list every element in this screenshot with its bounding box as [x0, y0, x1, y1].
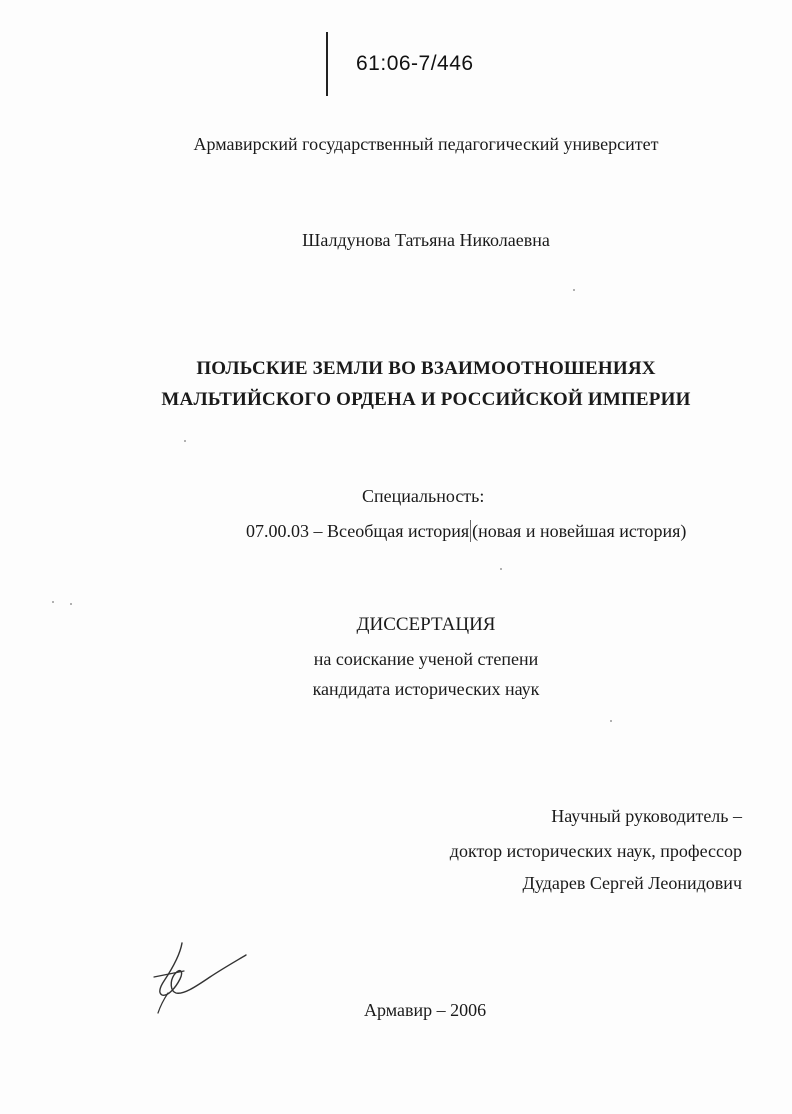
- university-name: Армавирский государственный педагогический университет: [193, 134, 659, 154]
- scan-speck: [573, 289, 575, 291]
- scan-mark: [470, 520, 471, 542]
- advisor-name: Дударев Сергей Леонидович: [522, 873, 742, 893]
- specialty-value: [246, 520, 686, 542]
- scan-speck: [500, 568, 502, 570]
- author-name: Шалдунова Татьяна Николаевна: [302, 230, 550, 250]
- specialty-code-name: 07.00.03 – Всеобщая история: [246, 521, 470, 541]
- scan-speck: [184, 440, 186, 442]
- specialty-subfield: (новая и новейшая история): [472, 521, 687, 541]
- thesis-title-line-1: ПОЛЬСКИЕ ЗЕМЛИ ВО ВЗАИМООТНОШЕНИЯХ: [196, 358, 656, 379]
- scan-speck: [610, 720, 612, 722]
- catalog-code: 61:06-7/446: [356, 52, 474, 75]
- scan-speck: [70, 603, 72, 605]
- thesis-title-line-2: МАЛЬТИЙСКОГО ОРДЕНА И РОССИЙСКОЙ ИМПЕРИИ: [161, 389, 691, 410]
- margin-rule-line: [326, 32, 328, 96]
- degree-line-2: кандидата исторических наук: [312, 679, 540, 699]
- advisor-credentials: доктор исторических наук, профессор: [449, 841, 742, 861]
- degree-line-1: на соискание ученой степени: [313, 649, 539, 669]
- city-and-year: Армавир – 2006: [364, 1000, 487, 1020]
- specialty-label: Специальность:: [362, 486, 485, 506]
- handwritten-signature: [150, 935, 260, 1015]
- advisor-role: Научный руководитель –: [551, 806, 742, 826]
- document-type: ДИССЕРТАЦИЯ: [356, 614, 496, 635]
- scan-speck: [52, 601, 54, 603]
